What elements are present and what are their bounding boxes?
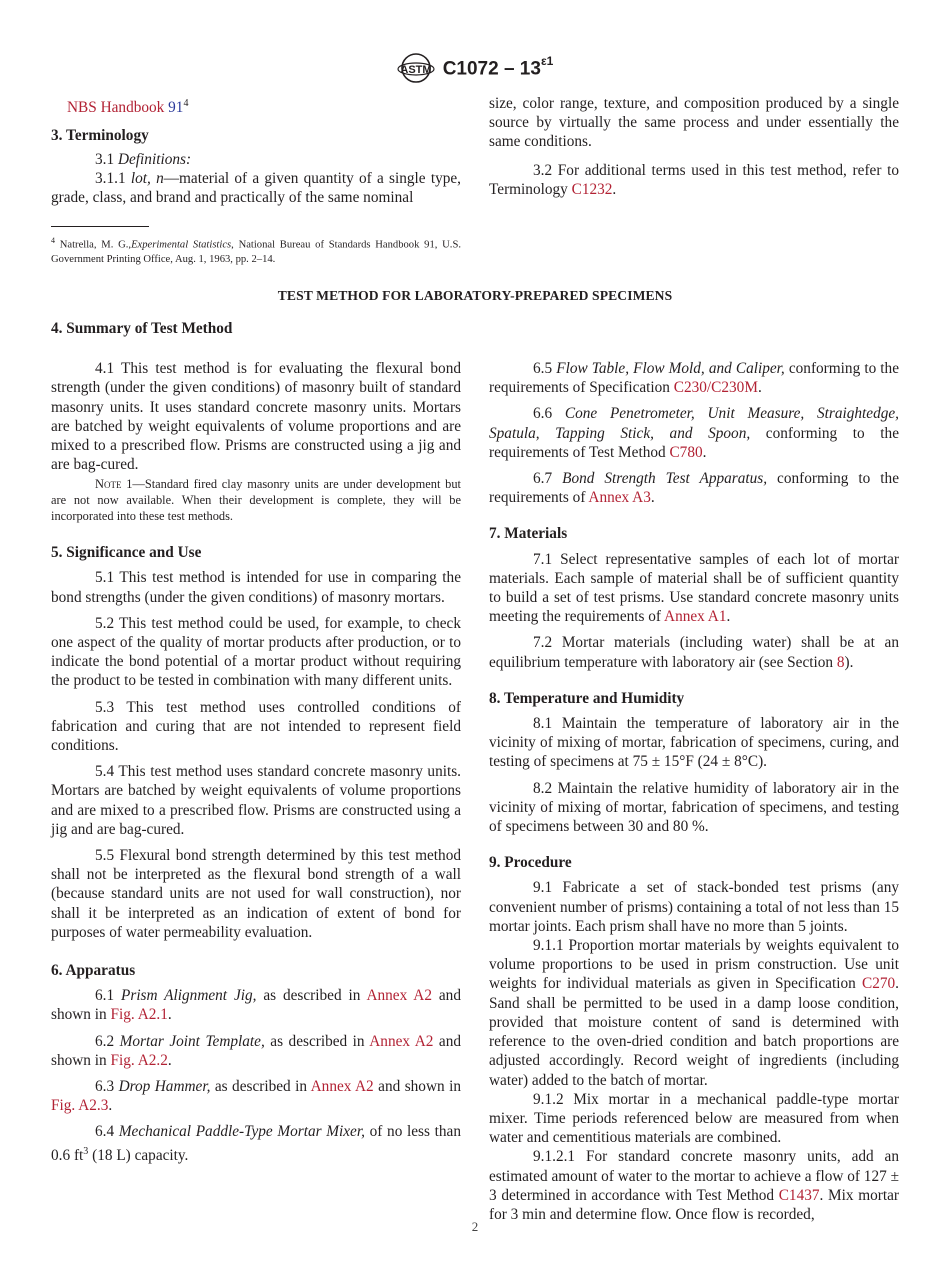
right-column [489,359,899,1224]
reference-item [51,94,461,117]
annex-a2-link[interactable]: Annex A2 [369,1032,434,1050]
section-8-heading: 8. Temperature and Humidity [489,689,685,707]
nbs-handbook-link[interactable]: NBS Handbook 91 [67,99,184,117]
paragraph-5-5: 5.5 Flexural bond strength determined by this test method shall not be interpreted as the flexural bond strength of a wall (because standard units are not used for wall construction), nor shall it be interpreted as an indication of extent of bond for purposes of water permeability evaluation. [51,847,461,941]
top-right-column [489,94,899,199]
paragraph-3-2: 3.2 For additional terms used in this test method, refer to Terminology C1232. [489,161,899,198]
c1232-link[interactable]: C1232 [571,180,613,198]
c780-link[interactable]: C780 [669,443,703,461]
paragraph-9-1-1: 9.1.1 Proportion mortar materials by weights equivalent to volume proportions to be used in prism construction. Use unit weights for individual materials as given in Specification C270. Sand shall be permitted to be used in a damp loose condition, provided that moisture content of sand is determined with reference to the oven-dried condition and batch proportions are adjusted accordingly. Record weight of ingredients (including water) added to the batch of mortar. [489,937,899,1089]
annex-a2-link[interactable]: Annex A2 [310,1078,374,1096]
c230-link[interactable]: C230/C230M [673,379,758,397]
section-8-link[interactable]: 8 [836,653,845,671]
paragraph-6-3: 6.3 Drop Hammer, as described in Annex A2 and shown in Fig. A2.3. [51,1078,461,1115]
paragraph-3-1-1: 3.1.1 lot, n—material of a given quantity of a single type, grade, class, and brand and practically of the same nominal [51,169,461,206]
paragraph-5-3: 5.3 This test method uses controlled conditions of fabrication and curing that are not intended to represent field conditions. [51,698,461,755]
section-7-heading: 7. Materials [489,525,568,543]
annex-a3-link[interactable]: Annex A3 [588,489,651,507]
note-1: Note 1—Standard fired clay masonry units are under development but are not now available. When their development is complete, they will be incorporated into these test methods. [51,477,461,523]
paragraph-9-1-2: 9.1.2 Mix mortar in a mechanical paddle-type mortar mixer. Time periods referenced below are measured from when water and cementitious materials are combined. [489,1090,899,1147]
paragraph-6-7: 6.7 Bond Strength Test Apparatus, conforming to the requirements of Annex A3. [489,470,899,507]
astm-logo-icon [397,52,435,84]
svg-text:ASTM: ASTM [400,64,432,76]
paragraph-8-2: 8.2 Maintain the relative humidity of laboratory air in the vicinity of mixing of mortar, fabrication of specimens, and testing of specimens between 30 and 80 %. [489,779,899,836]
fig-a2-1-link[interactable]: Fig. A2.1 [110,1006,168,1024]
c1437-link[interactable]: C1437 [778,1186,820,1204]
paragraph-6-4: 6.4 Mechanical Paddle-Type Mortar Mixer, of no less than 0.6 $ft^3$ (18 L) capacity. [51,1123,461,1164]
footnote-divider [51,226,149,227]
section-5-heading: 5. Significance and Use [51,544,202,562]
left-column [51,319,461,1165]
top-left-column [51,94,461,207]
annex-a1-link[interactable]: Annex A1 [664,608,727,626]
paragraph-6-2: 6.2 Mortar Joint Template, as described in Annex A2 and shown in Fig. A2.2. [51,1032,462,1069]
paragraph-9-1: 9.1 Fabricate a set of stack-bonded test prisms (any convenient number of prisms) containing a total of not less than 15 mortar joints. Each prism shall have no more than 5 joints. [489,879,899,935]
section-title-lab-specimens: TEST METHOD FOR LABORATORY-PREPARED SPECIMENS [277,288,673,303]
paragraph-6-6: 6.6 Cone Penetrometer, Unit Measure, Straightedge, Spatula, Tapping Stick, and Spoon, conforming to the requirements of Test Method C780. [489,405,899,461]
c270-link[interactable]: C270 [862,975,896,993]
paragraph-5-2: 5.2 This test method could be used, for example, to check one aspect of the quality of mortar products after production, or to indicate the bond potential of a mortar product without requiring the product to be tested in combination with many different units. [51,614,461,690]
section-4-heading: 4. Summary of Test Method [51,320,233,337]
footnote-4: $^4$ Natrella, M. G.,Experimental Statistics, National Bureau of Standards Handbook 91, U.S. Government Printing Office, Aug. 1, 1963, pp. 2–14. [51,236,461,265]
page-header [0,52,950,86]
paragraph-5-4: 5.4 This test method uses standard concrete masonry units. Mortars are batched by weight equivalents of volume proportions and are mixed to a prescribed flow. Prisms are constructed using a jig and are bag-cured. [51,763,461,838]
page-number: 2 [471,1219,479,1234]
paragraph-4-1: 4.1 This test method is for evaluating the flexural bond strength (under the given conditions) of masonry built of standard masonry units. It uses standard concrete masonry units. Mortars are batched by weight equivalents of volume proportions and are mixed to a prescribed flow. Prisms are constructed using a jig and are bag-cured. [51,360,461,474]
paragraph-6-5: 6.5 Flow Table, Flow Mold, and Caliper, conforming to the requirements of Specification C230/C230M. [489,360,899,397]
fig-a2-2-link[interactable]: Fig. A2.2 [110,1051,168,1069]
paragraph-5-1: 5.1 This test method is intended for use in comparing the bond strengths (under the given conditions) of masonry mortars. [51,569,461,606]
paragraph-3-1: 3.1 Definitions: [95,150,192,168]
paragraph-7-2: 7.2 Mortar materials (including water) shall be at an equilibrium temperature with laboratory air (see Section 8). [489,634,899,671]
section-6-heading: 6. Apparatus [51,962,136,980]
standard-designation: $C1072 - 13^{\varepsilon 1}$ [442,53,554,80]
paragraph-9-1-2-1: 9.1.2.1 For standard concrete masonry units, add an estimated amount of water to the mortar to achieve a flow of 127 ± 3 determined in accordance with Test Method C1437. Mix mortar for 3 min and determine flow. Once flow is recorded, [489,1148,900,1223]
section-9-heading: 9. Procedure [489,854,572,872]
section-3-heading: 3. Terminology [51,127,149,145]
paragraph-3-1-1-continued: size, color range, texture, and composition produced by a single source by virtually the same process and under essentially the same conditions. [489,95,899,151]
paragraph-8-1: 8.1 Maintain the temperature of laboratory air in the vicinity of mixing of mortar, fabrication of specimens, curing, and testing of specimens at 75 ± 15°F (24 ± 8°C). [489,715,899,771]
paragraph-7-1: 7.1 Select representative samples of each lot of mortar materials. Each sample of material shall be of sufficient quantity to build a set of test prisms. Use standard concrete masonry units meeting the requirements of Annex A1. [489,550,899,626]
annex-a2-link[interactable]: Annex A2 [366,987,432,1005]
fig-a2-3-link[interactable]: Fig. A2.3 [51,1097,109,1115]
paragraph-6-1: 6.1 Prism Alignment Jig, as described in Annex A2 and shown in Fig. A2.1. [51,987,461,1024]
footnote-mark[interactable]: 4 [183,98,189,109]
